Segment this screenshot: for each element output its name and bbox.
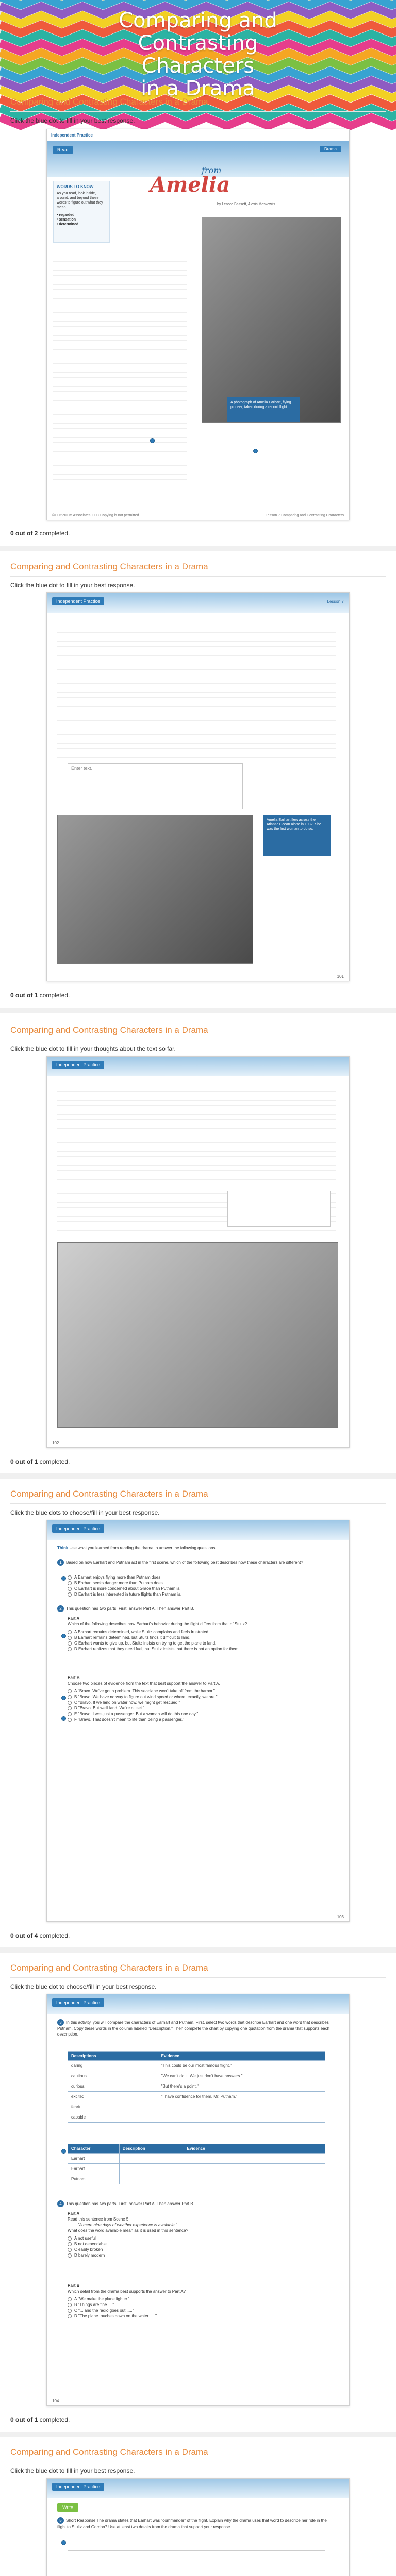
part-a-question: Which of the following describes how Earhart's behavior during the flight differs from that of Stultz? <box>68 1622 248 1626</box>
answer-option[interactable]: C Earhart wants to give up, but Stultz insists on trying to get the plane to land. <box>68 1640 336 1646</box>
table-row <box>68 2061 325 2071</box>
thoughts-input[interactable] <box>227 1191 331 1227</box>
worksheet-page-6 <box>46 2478 350 2576</box>
question-3: 3 In this activity, you will compare the characters of Earhart and Putnam. First, select two words that describe Earhart and one word that describes Putnam. Copy these words in the column labeled "Description." Then complete the chart by copying one quotation from the drama that supports each description. <box>57 2020 330 2037</box>
answer-option[interactable]: A Earhart enjoys flying more than Putnam does. <box>68 1574 325 1580</box>
response-dot[interactable] <box>61 1634 66 1638</box>
worksheet-page-3 <box>46 1056 350 1448</box>
table-row <box>68 2174 325 2184</box>
answer-option[interactable]: B Earhart seeks danger more than Putnam does. <box>68 1580 325 1586</box>
character-name: Earhart <box>68 2154 120 2164</box>
section-instruction: Click the blue dots to choose/fill in your best response. <box>10 1509 160 1516</box>
part-a-label: Part A <box>68 2211 80 2216</box>
sheet-footer-right: Lesson 7 Comparing and Contrasting Characters <box>265 513 344 517</box>
answer-option[interactable]: D Earhart is less interested in future flights than Putnam is. <box>68 1591 325 1597</box>
section-5 <box>0 1963 396 1990</box>
section-instruction: Click the blue dot to fill in your best response. <box>10 117 135 124</box>
answer-option[interactable]: B "Things are fine....." <box>68 2302 336 2308</box>
word-option[interactable]: fearful <box>68 2102 158 2112</box>
section-divider <box>0 1473 396 1479</box>
page-title-line: in a Drama <box>141 77 255 100</box>
page-title <box>99 9 297 100</box>
section-2 <box>0 562 396 589</box>
table-row <box>68 2102 325 2112</box>
page-title-line: Comparing and <box>119 9 277 32</box>
answer-option[interactable]: D barely modern <box>68 2252 336 2258</box>
evidence-cell[interactable] <box>184 2174 325 2184</box>
word-evidence-table <box>68 2051 325 2123</box>
section-instruction: Click the blue dot to fill in your thoughts about the text so far. <box>10 1045 176 1053</box>
byline: by Lenore Bassett, Alexis Moskowitz <box>217 202 276 206</box>
section-6 <box>0 2447 396 2475</box>
words-to-know-title: WORDS TO KNOW <box>57 184 94 189</box>
section-2-footer <box>0 992 396 999</box>
response-dot[interactable] <box>61 2149 66 2154</box>
question-2-part-b <box>68 1675 336 1722</box>
worksheet-page-5 <box>46 1994 350 2406</box>
response-input[interactable]: Enter text. <box>68 763 243 809</box>
evidence-option[interactable]: "This could be our most famous flight." <box>158 2061 325 2071</box>
section-title: Comparing and Contrasting Characters in a Drama <box>10 97 208 107</box>
section-divider <box>0 1008 396 1013</box>
sheet-tag: Independent Practice <box>52 597 104 605</box>
read-label: Read <box>53 146 73 154</box>
section-4 <box>0 1489 396 1516</box>
vocab-word: • sensation <box>57 218 76 222</box>
amelia-photo <box>202 217 341 423</box>
answer-option[interactable]: B "Bravo. We have no way to figure out wind speed or where, exactly, we are." <box>68 1694 336 1700</box>
vocab-word: • determined <box>57 223 79 226</box>
section-instruction: Click the blue dot to fill in your best response. <box>10 2467 135 2475</box>
header-banner <box>0 0 396 100</box>
character-name: Earhart <box>68 2164 120 2174</box>
response-dot[interactable] <box>61 1716 66 1721</box>
word-option[interactable]: capable <box>68 2112 158 2123</box>
section-5-footer <box>0 2416 396 2424</box>
vocab-word: • regarded <box>57 213 75 217</box>
response-dot[interactable] <box>61 1576 66 1581</box>
answer-option[interactable]: C Earhart is more concerned about Grace than Putnam is. <box>68 1586 325 1591</box>
progress-text: 0 out of 1 completed. <box>10 2416 70 2424</box>
part-b-question: Choose two pieces of evidence from the text that best support the answer to Part A. <box>68 1681 220 1686</box>
progress-text: 0 out of 1 completed. <box>10 1458 70 1465</box>
table-header: Character <box>68 2144 120 2154</box>
character-chart <box>68 2144 325 2184</box>
section-1-footer <box>0 530 396 537</box>
sheet-tag: Independent Practice <box>51 132 93 138</box>
table-header: Evidence <box>184 2144 325 2154</box>
section-title: Comparing and Contrasting Characters in a Drama <box>10 1489 208 1499</box>
response-lines[interactable] <box>68 2540 325 2576</box>
word-option[interactable]: daring <box>68 2061 158 2071</box>
word-option[interactable]: excited <box>68 2092 158 2102</box>
question-4-part-a <box>68 2211 336 2258</box>
text-lines <box>53 248 187 480</box>
answer-option[interactable]: B not dependable <box>68 2241 336 2247</box>
section-divider <box>0 2432 396 2437</box>
question-2: 2 This question has two parts. First, answer Part A. Then answer Part B. <box>57 1605 336 1612</box>
section-title: Comparing and Contrasting Characters in a Drama <box>10 2447 208 2457</box>
sheet-tag: Independent Practice <box>52 1061 104 1069</box>
answer-option[interactable]: A "We make the plane lighter." <box>68 2296 336 2302</box>
page-number: 104 <box>52 2399 59 2403</box>
question-1: 1 Based on how Earhart and Putnam act in the first scene, which of the following best describes how these characters are different? <box>57 1559 336 1566</box>
part-b-question: Which detail from the drama best supports the answer to Part A? <box>68 2289 186 2294</box>
section-instruction: Click the blue dot to fill in your best response. <box>10 582 135 589</box>
question-4-part-b <box>68 2283 336 2319</box>
table-row <box>68 2112 325 2123</box>
answer-option[interactable]: D "Bravo. But we'll land. We're all set." <box>68 1705 336 1711</box>
table-row <box>68 2071 325 2081</box>
table-row <box>68 2081 325 2092</box>
chevron-stripe <box>0 0 396 5</box>
part-b-label: Part B <box>68 1675 80 1680</box>
photo-caption: Amelia Earhart flew across the Atlantic Ocean alone in 1932. She was the first woman to do so. <box>263 815 331 856</box>
section-3 <box>0 1025 396 1053</box>
sheet-tag: Independent Practice <box>52 1998 104 2007</box>
answer-option[interactable]: C easily broken <box>68 2247 336 2252</box>
page-title-line: Contrasting Characters <box>138 31 258 78</box>
think-prompt: Think Use what you learned from reading the drama to answer the following questions. <box>57 1546 217 1550</box>
page-number: 102 <box>52 1440 59 1445</box>
sheet-tag: Independent Practice <box>52 1524 104 1533</box>
description-cell[interactable] <box>119 2164 184 2174</box>
section-title: Comparing and Contrasting Characters in a Drama <box>10 1963 208 1973</box>
section-title: Comparing and Contrasting Characters in a Drama <box>10 1025 208 1035</box>
write-label: Write <box>57 2503 78 2512</box>
question-2-part-a <box>68 1616 336 1652</box>
section-divider <box>0 546 396 551</box>
sheet-footer-left: ©Curriculum Associates, LLC Copying is not permitted. <box>52 513 140 517</box>
response-dot[interactable] <box>61 2540 66 2545</box>
sheet-tag: Independent Practice <box>52 2483 104 2491</box>
part-a-question: Read this sentence from Scene 5. <box>68 2217 130 2222</box>
words-to-know-text: As you read, look inside, around, and beyond these words to figure out what they mean. <box>57 192 103 209</box>
evidence-cell[interactable] <box>184 2154 325 2164</box>
description-cell[interactable] <box>119 2174 184 2184</box>
from-word: from <box>202 165 222 175</box>
photo-caption: A photograph of Amelia Earhart, flying pioneer, taken during a record flight. <box>227 397 300 422</box>
answer-option[interactable]: A not useful <box>68 2235 336 2241</box>
section-title: Comparing and Contrasting Characters in a Drama <box>10 562 208 571</box>
response-dot[interactable] <box>253 449 258 453</box>
answer-option[interactable]: D "The plane touches down on the water. ...." <box>68 2313 336 2319</box>
answer-option[interactable]: A Earhart remains determined, while Stultz complains and feels frustrated. <box>68 1629 336 1635</box>
answer-option[interactable]: D Earhart realizes that they need fuel, but Stultz insists that there is not an option for them. <box>68 1646 336 1652</box>
response-dot[interactable] <box>61 1696 66 1700</box>
quote-text: "A mere nine days of weather experience is available." <box>78 2223 177 2227</box>
answer-option[interactable]: C "Bravo. If we land on water now, we might get rescued." <box>68 1700 336 1705</box>
historic-group-photo <box>57 1242 338 1428</box>
table-row <box>68 2092 325 2102</box>
table-header: Evidence <box>158 2052 325 2061</box>
worksheet-page-4 <box>46 1520 350 1922</box>
word-option[interactable]: curious <box>68 2081 158 2092</box>
page-number: 101 <box>337 974 344 979</box>
page-number: 103 <box>337 1914 344 1919</box>
part-a-question: What does the word available mean as it is used in this sentence? <box>68 2228 188 2233</box>
answer-option[interactable]: B Earhart remains determined, but Stultz finds it difficult to land. <box>68 1635 336 1640</box>
story-title: Amelia <box>150 173 230 197</box>
genre-tag: Drama <box>320 146 341 152</box>
response-dot[interactable] <box>150 438 155 443</box>
answer-option[interactable]: A "Bravo. We've got a problem. This seaplane won't take off from the harbor." <box>68 1688 336 1694</box>
evidence-option[interactable]: "We can't do it. We just don't have answers." <box>158 2071 325 2081</box>
progress-text: 0 out of 1 completed. <box>10 992 70 999</box>
question-5: 5 Short Response The drama states that Earhart was "commander" of the flight. Explain why the drama uses that word to describe her role in the flight to Stultz and Gordon? Use at least two details from the drama that support your response. <box>57 2518 327 2529</box>
table-header: Description <box>119 2144 184 2154</box>
table-header: Descriptions <box>68 2052 158 2061</box>
section-divider <box>0 1947 396 1953</box>
evidence-option[interactable]: "But there's a point." <box>158 2081 325 2092</box>
progress-text: 0 out of 4 completed. <box>10 1932 70 1939</box>
worksheet-page-2 <box>46 592 350 981</box>
answer-option[interactable]: F "Bravo. That doesn't mean to life than being a passenger." <box>68 1717 336 1722</box>
description-cell[interactable] <box>119 2154 184 2164</box>
section-1 <box>0 97 396 124</box>
worksheet-page-1 <box>46 129 350 520</box>
part-b-label: Part B <box>68 2283 80 2288</box>
lesson-label: Lesson 7 <box>327 599 344 604</box>
text-lines <box>57 619 336 758</box>
evidence-cell[interactable] <box>184 2164 325 2174</box>
section-3-footer <box>0 1458 396 1465</box>
evidence-option[interactable]: "I have confidence for them, Mr. Putnam." <box>158 2092 325 2102</box>
section-instruction: Click the blue dot to choose/fill in your best response. <box>10 1983 157 1990</box>
seaplane-photo <box>57 815 253 964</box>
progress-text: 0 out of 2 completed. <box>10 530 70 537</box>
question-4: 4 This question has two parts. First, answer Part A. Then answer Part B. <box>57 2200 336 2207</box>
section-4-footer <box>0 1932 396 1939</box>
part-a-label: Part A <box>68 1616 80 1621</box>
character-name: Putnam <box>68 2174 120 2184</box>
words-to-know-box <box>53 181 110 243</box>
word-option[interactable]: cautious <box>68 2071 158 2081</box>
question-1-options <box>68 1574 325 1597</box>
answer-option[interactable]: E "Bravo, I was just a passenger. But a woman will do this one day." <box>68 1711 336 1717</box>
table-row <box>68 2164 325 2174</box>
table-row <box>68 2154 325 2164</box>
answer-option[interactable]: C "... and the radio goes out ....." <box>68 2308 336 2313</box>
